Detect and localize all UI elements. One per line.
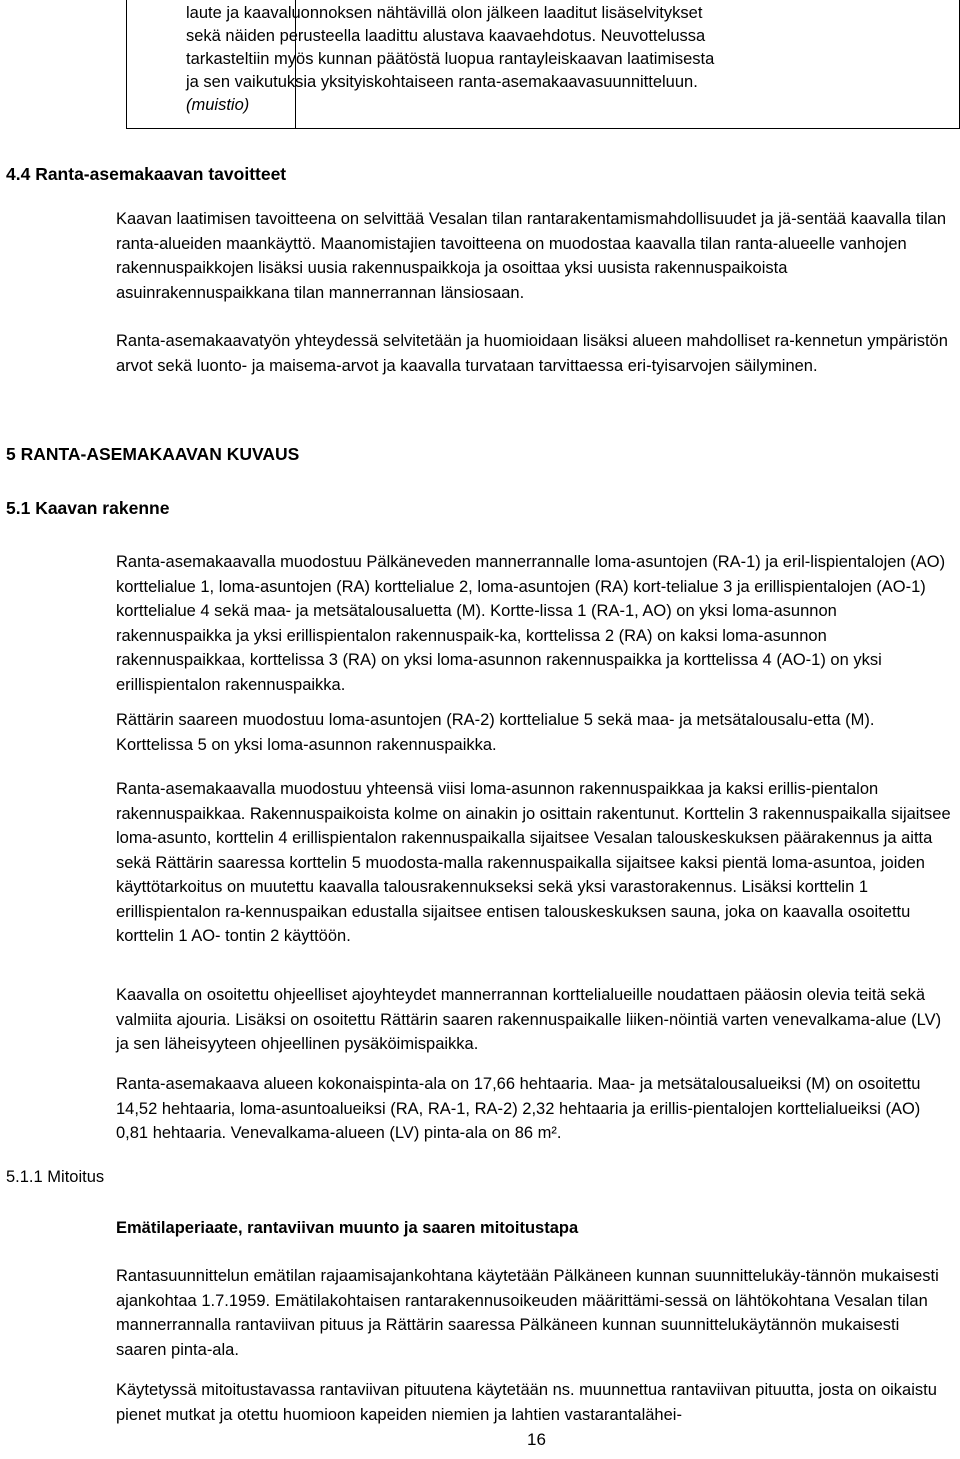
table-line: ja sen vaikutuksia yksityiskohtaiseen ranta-asemakaavasuunnitteluun. [186,73,698,91]
paragraph: Rantasuunnittelun emätilan rajaamisajankohtana käytetään Pälkäneen kunnan suunnittelukäy-tännön mukaisesti ajankohtaa 1.7.1959. Emätilakohtaisen rantarakennusoikeuden määrittämi-sessä on lähtökohtana Vesalan tilan mannerrannalla rantaviivan pituus ja Rättärin saaressa Pälkäneen kunnan suunnittelukäytännön mukaisesti saaren pinta-ala. [116,1267,939,1359]
paragraph: Ranta-asemakaavalla muodostuu yhteensä viisi loma-asunnon rakennuspaikkaa ja kaksi erillis-pientalon rakennuspaikkaa. Rakennuspaikoista kolme on ainakin jo osittain rakentunut. Korttelin 3 rakennuspaikalla sijaitsee loma-asunto, korttelin 4 erillispientalon rakennuspaikalla sijaitsee Vesalan talouskeskuksen päärakennus ja aitta sekä Rättärin saaressa korttelin 5 muodosta-malla rakennuspaikalla sijaitsee kaksi pientä loma-asuntoa, joiden käyttötarkoitus on muutettu kaavalla talousrakennukseksi sekä yksi varastorakennus. Lisäksi korttelin 1 erillispientalon ra-kennuspaikan edustalla sijaitsee entisen talouskeskuksen sauna, joka on kaavalla osoitettu korttelin 1 AO- tontin 2 käyttöön. [116,780,951,945]
table-line: laute ja kaavaluonnoksen nähtävillä olon jälkeen laaditut lisäselvitykset [186,4,703,22]
paragraph: Ranta-asemakaavalla muodostuu Pälkäneveden mannerrannalle loma-asuntojen (RA-1) ja eril-lispientalojen (AO) korttelialue 1, loma-asuntojen (RA) korttelialue 2, loma-asuntojen (RA) kort-telialue 3 ja erillispientalojen (AO-1) korttelialue 4 sekä maa- ja metsätalousaluetta (M). Kortte-lissa 1 (RA-1, AO) on yksi loma-asunnon rakennuspaikka ja yksi erillispientalon rakennuspaik-ka, korttelissa 2 (RA) on kaksi loma-asunnon rakennuspaikkaa, korttelissa 3 (RA) on yksi loma-asunnon rakennuspaikka ja korttelissa 4 (AO-1) on yksi erillispientalon rakennuspaikka. [116,553,946,694]
section-heading-5: 5 RANTA-ASEMAKAAVAN KUVAUS [6,444,300,464]
table-note: (muistio) [186,96,250,114]
paragraph: Kaavalla on osoitettu ohjeelliset ajoyhteydet mannerrannan korttelialueille noudattaen pääosin olevia teitä sekä valmiita ajouria. Lisäksi on osoitettu Rättärin saaren rakennuspaikalle liiken-nöintiä varten venevalkama-alue (LV) ja sen läheisyyteen ohjeellinen pysäköimispaikka. [116,986,942,1053]
paragraph: Kaavan laatimisen tavoitteena on selvittää Vesalan tilan rantarakentamismahdollisuudet ja jä-sentää kaavalla tilan ranta-alueiden maankäyttö. Maanomistajien tavoitteena on muodostaa kaavalla tilan ranta-alueelle vanhojen rakennuspaikkojen lisäksi uusia rakennuspaikkoja ja osoittaa yksi uusista rakennuspaikoista asuinrakennuspaikkana tilan mannerrannan länsiosaan. [116,210,947,302]
page-number: 16 [527,1430,546,1449]
paragraph: Käytetyssä mitoitustavassa rantaviivan pituutena käytetään ns. muunnettua rantaviivan pituutta, josta on oikaistu pienet mutkat ja otettu huomioon kapeiden niemien ja lahtien vastarantalähei- [116,1381,937,1424]
table-cell-text [186,2,836,117]
subheading: Emätilaperiaate, rantaviivan muunto ja saaren mitoitustapa [116,1219,579,1237]
paragraph: Ranta-asemakaavatyön yhteydessä selvitetään ja huomioidaan lisäksi alueen mahdolliset ra-kennetun ympäristön arvot sekä luonto- ja maisema-arvot ja kaavalla turvataan tarvittaessa eri-tyisarvojen säilyminen. [116,332,948,375]
paragraph: Rättärin saareen muodostuu loma-asuntojen (RA-2) korttelialue 5 sekä maa- ja metsätalousalu-etta (M). Korttelissa 5 on yksi loma-asunnon rakennuspaikka. [116,711,875,754]
section-heading-5-1-1: 5.1.1 Mitoitus [6,1168,105,1186]
table-line: sekä näiden perusteella laadittu alustava kaavaehdotus. Neuvottelussa [186,27,706,45]
paragraph: Ranta-asemakaava alueen kokonaispinta-ala on 17,66 hehtaaria. Maa- ja metsätalousalueiksi (M) on osoitettu 14,52 hehtaaria, loma-asuntoalueiksi (RA, RA-1, RA-2) 2,32 hehtaaria ja erillis-pientalojen korttelialueiksi (AO) 0,81 hehtaaria. Venevalkama-alueen (LV) pinta-ala on 86 m². [116,1075,921,1142]
section-heading-5-1: 5.1 Kaavan rakenne [6,498,170,518]
table-line: tarkasteltiin myös kunnan päätöstä luopua rantayleiskaavan laatimisesta [186,50,715,68]
section-heading-4-4: 4.4 Ranta-asemakaavan tavoitteet [6,164,287,184]
